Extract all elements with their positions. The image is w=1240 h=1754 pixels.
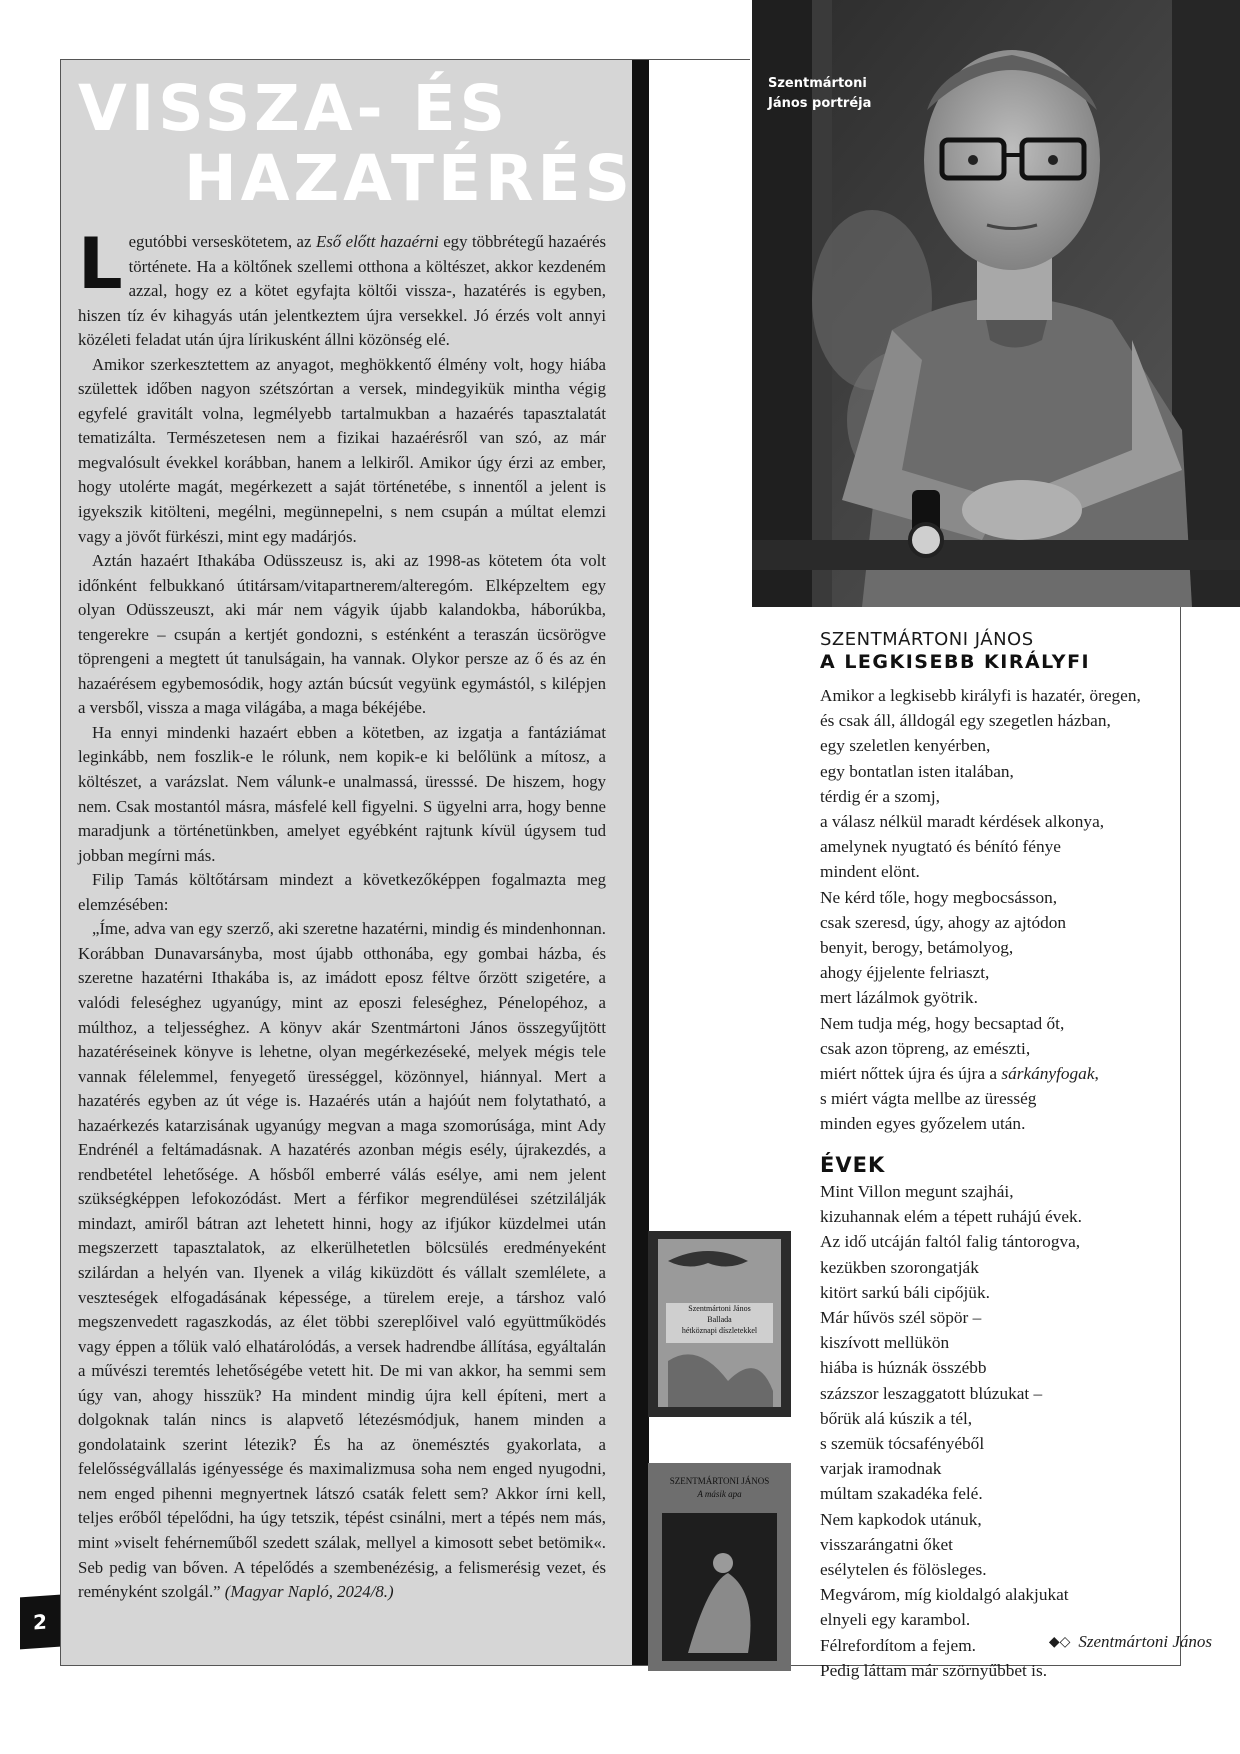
book-2-author: SZENTMÁRTONI JÁNOS [669, 1476, 770, 1486]
poem-line: mert lázálmok gyötrik. [820, 988, 978, 1008]
title-line-1: VISSZA- ÉS [78, 72, 510, 145]
book-cover-masik-apa [648, 1463, 791, 1671]
poem-line: egy szeletlen kenyérben, [820, 736, 991, 756]
article-title [78, 72, 634, 215]
poem-line: kizuhannak elém a tépett ruhájú évek. [820, 1207, 1082, 1227]
poem-line: Nem tudja még, hogy becsaptad őt, [820, 1013, 1065, 1033]
book-1-author: Szentmártoni János [688, 1304, 751, 1313]
poem-line: százszor leszaggatott blúzukat – [820, 1383, 1043, 1403]
paragraph-5: Filip Tamás költőtársam mindezt a következőképpen fogalmazta meg elemzésében: [78, 870, 606, 914]
poem-line: térdig ér a szomj, [820, 786, 940, 806]
poem-line: csak azon töpreng, az emészti, [820, 1038, 1031, 1058]
poem-line: kezükben szorongatják [820, 1257, 979, 1277]
paragraph-3: Aztán hazaért Ithakába Odüsszeusz is, aki az 1998-as kötetem óta volt időnként felbukkanó útitársam/vitapartnerem/alteregóm. Elképzeltem egy olyan Odüsszeuszt, aki már nem vágyik újabb kalandokba, háborúkba, tengerekre – csupán a kertjét gondozni, s esténként a teraszán ücsörögve töprengeni a megtett út tanulságain, ha vannak. Olykor persze az ő és az én hazaérésem egybemosódik, hogy aztán búcsút vegyünk egymástól, s kilépjen a versből, vissza a maga világába, a maga békéjébe. [78, 551, 606, 718]
book-1-title-line-2: hétköznapi díszletekkel [681, 1326, 758, 1335]
poem-line: hiába is húznák összébb [820, 1358, 987, 1378]
drop-cap: L [78, 223, 123, 305]
poem-line: Félrefordítom a fejem. [820, 1635, 976, 1655]
poem-line: Amikor a legkisebb királyfi is hazatér, öregen, [820, 686, 1141, 705]
poem-line: egy bontatlan isten italában, [820, 761, 1014, 781]
article-body [78, 223, 606, 1605]
poem-2 [820, 1179, 1082, 1683]
poem-author: SZENTMÁRTONI JÁNOS [820, 629, 1034, 650]
poem-line: a válasz nélkül maradt kérdések alkonya, [820, 812, 1105, 832]
signature-name: Szentmártoni János [1078, 1632, 1212, 1651]
book-2-title: A másik apa [697, 1489, 742, 1499]
poem-line: Nem kapkodok utánuk, [820, 1509, 982, 1529]
poem-line: Az idő utcáján faltól falig tántorogva, [820, 1232, 1081, 1252]
poem-line: és csak áll, álldogál egy szegetlen házban, [820, 711, 1111, 731]
poem-title-2: ÉVEK [820, 1153, 886, 1177]
poem-line: minden egyes győzelem után. [820, 1114, 1026, 1134]
paragraph-4: Ha ennyi mindenki hazaért ebben a kötetben, az izgatja a fantáziámat leginkább, nem foszlik-e le rólunk, nem kopik-e ki belőlünk a mítosz, a költészet, a varázslat. Nem válunk-e unalmassá, üresssé. De hiszem, hogy nem. Csak mostantól másra, másfelé kell figyelni. S ügyelni arra, hogy benne maradjunk a történetünkben, amelyet egyébként rajtunk kívül úgysem tud jobban megírni más. [78, 722, 606, 865]
poem-line: mindent elönt. [820, 862, 920, 882]
poem-line: Ne kérd tőle, hogy megbocsásson, [820, 887, 1058, 907]
poem-line: Már hűvös szél söpör – [820, 1308, 982, 1328]
paragraph-1: Legutóbbi verseskötetem, az Eső előtt hazaérni egy többrétegű hazaérés története. Ha a költőnek szellemi otthona a költészet, akkor kezdeném azzal, hogy ez a kötet egyfajta költői vissza-, hazatérés is egyben, hiszen tíz év kihagyás után jelentkeztem újra versekkel. Jó érzés volt annyi közéleti feladat után újra lírikusként állni közönség elé. [78, 223, 606, 350]
poem-line: Mint Villon megunt szajhái, [820, 1182, 1014, 1201]
photo-caption: Szentmártoni János portréja [768, 76, 872, 111]
poem-line: múltam szakadéka felé. [820, 1484, 983, 1504]
title-line-2: HAZATÉRÉS [184, 142, 634, 215]
poem-line: elnyeli egy karambol. [820, 1610, 971, 1630]
book-cover-ballada [648, 1231, 791, 1417]
frame-right-line [1180, 607, 1181, 1665]
quote-source: (Magyar Napló, 2024/8.) [224, 1582, 394, 1602]
poem-line: kiszívott mellükön [820, 1333, 950, 1353]
ornament-icon: ◆◇ [1048, 1634, 1071, 1650]
poem-1 [820, 683, 1141, 1137]
poem-line: Megvárom, míg kioldalgó alakjukat [820, 1585, 1069, 1605]
article-side-bar [632, 60, 649, 1665]
poem-line: ahogy éjjelente felriaszt, [820, 963, 990, 983]
paragraph-2: Amikor szerkesztettem az anyagot, meghökkentő élmény volt, hogy hiába születtek időben nagyon szétszórtan a versek, mindegyikük mintha végig egyfelé gravitált volna, legmélyebb tartalmukban a hazaérés tapasztalatát tematizálta. Természetesen nem a fizikai hazaérésről van szó, az már megvalósult évekkel korábban, hanem a lelkiről. Amikor úgy érzi az ember, hogy utolérte magát, megérkezett a saját történetébe, s innentől a jelent is igyekszik kitölteni, megélni, megünnepelni, s nem csupán a múltat elemzi vagy a jövőt fürkészi, mint egy madárjós. [78, 354, 606, 546]
poem-line: Pedig láttam már szörnyűbbet is. [820, 1660, 1048, 1680]
poem-line: benyit, berogy, betámolyog, [820, 938, 1014, 958]
poem-line: varjak iramodnak [820, 1459, 942, 1479]
poem-line: s szemük tócsafényéből [820, 1434, 985, 1454]
poem-title-1: A LEGKISEBB KIRÁLYFI [820, 651, 1091, 673]
poem-line: esélytelen és fölösleges. [820, 1560, 987, 1580]
poem-line: s miért vágta mellbe az üresség [820, 1089, 1037, 1109]
poem-line: csak szeresd, úgy, ahogy az ajtódon [820, 912, 1067, 932]
poem-line: bőrük alá kúszik a tél, [820, 1408, 973, 1428]
poem-line: amelynek nyugtató és bénító fénye [820, 837, 1061, 857]
book-1-title-line-1: Ballada [707, 1315, 732, 1324]
poem-line: miért nőttek újra és újra a sárkányfogak, [820, 1064, 1099, 1084]
paragraph-6: „Íme, adva van egy szerző, aki szeretne hazatérni, mindig és mindenhonnan. Korábban Dunavarsányba, most újabb otthonába, egy gombai házba, és szeretne hazatérni Ithakába is, az imádott eposz féltve őrzött szigetére, a valódi feleséghez ugyanúgy, mint az eposzi feleséghez, Pénelopéhoz, a múlthoz, a teljességhez. A könyv akár Szentmártoni János összegyűjtött hazatéréseinek könyve is lehetne, olyan megérkezéseké, melyek mégis tele vannak félelemmel, fenyegető ürességgel, közönnyel, hiánnyal. Mert a hazatérés egyben az út vége is. Hazaérés után a hajóút nem folytatható, a hazaérkezés katarzisának ugyanúgy megvan a maga szomorúsága, mint Ady Endrénél a feltámadásnak. A hazatérés azonban mégis esély, újrakezdés, a rendbetétel lehetősége. A hősből emberré válás esélye, ami nem jelent szükségképpen lefokozódást. Mert a férfikor megrendülései szétzilálják mindazt, amiről bátran azt lehetett hinni, hogy az ifjúkor küzdelmei után megszerzett tapasztalatok, az elkerülhetetlen bölcsülés eredményeként szilárdan a helyén van. Ilyenek a világ kiküzdött és vállalt szemlélete, a veszteségek elfogadásának képessége, a türelem ereje, a társhoz való megszenvedett ragaszkodás, az élet többi szereplőivel való együttműködés vagy éppen a tőlük való elhatárolódás, a versek hadrendbe állítása, egyáltalán a művészi teremtés lehetőségébe vetett hit. De mi van akkor, ha semmi sem úgy van, ahogy hisszük? Ha mindent mindig újra kell építeni, mert a dolgoknak talán nincs is alapvető létezésmódjuk, hanem minden a gondolataink szerint létezik? És ha az önemésztés gyakorlata, a felelősségvállalás igényessége és maximalizmusa soha nem enged nyugodni, nem enged pihenni megnyertnek látszó csaták felett sem? Akkor írni kell, teljes erőből tépelődni, ha úgy tetszik, tépést csinálni, mert a tépés nem más, mint »viselt fehérneműből szedett szálak, mellyel a kimosott sebet betömik«. Seb pedig van bőven. A tépelődés a szembenézésig, a felismerésig vezet, és reményként szolgál.” (Magyar Napló, 2024/8.) [78, 919, 606, 1602]
page-number: 2 [20, 1595, 60, 1650]
poem-line: kitört sarkú báli cipőjük. [820, 1282, 990, 1302]
poem-line: visszarángatni őket [820, 1534, 953, 1554]
